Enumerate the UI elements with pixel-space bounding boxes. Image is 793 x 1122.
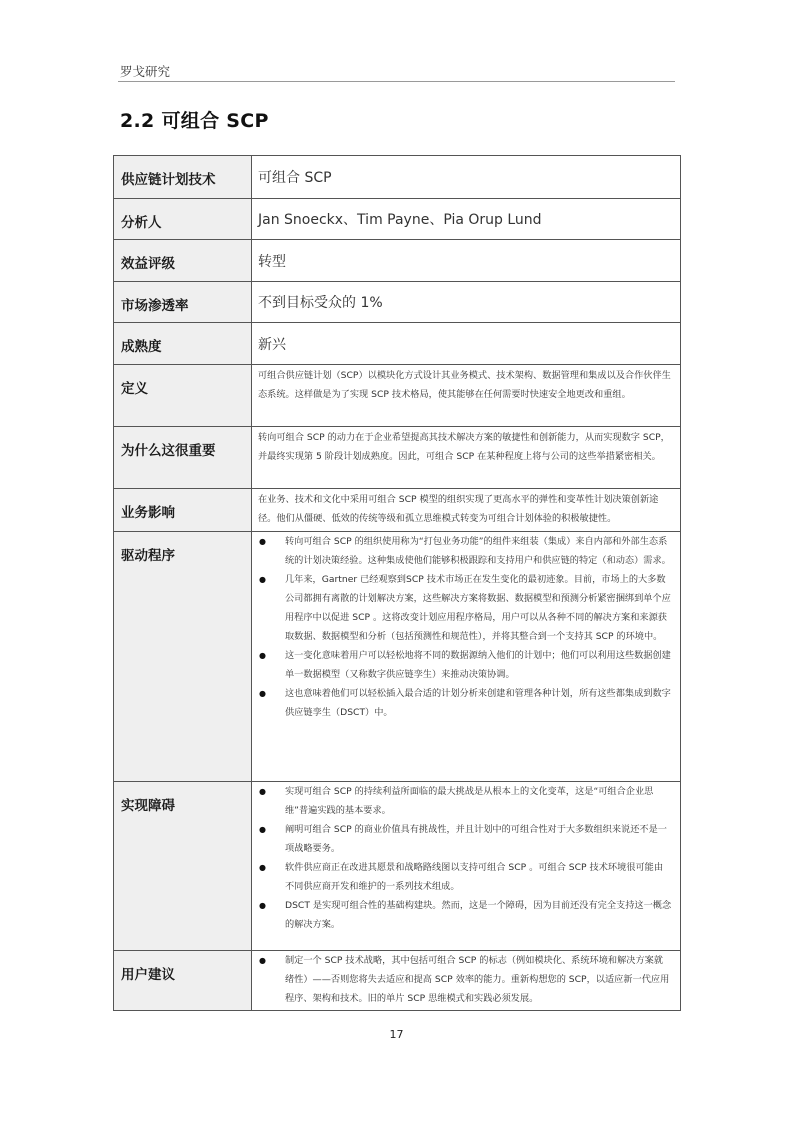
list-item: ● 制定一个 SCP 技术战略，其中包括可组合 SCP 的标志（例如模块化、系统环境和解决方案就绪性）——否则您将失去适应和提高 SCP 效率的能力。重新构想您的 SCP，以适应新一代应用程序、架构和技术。旧的单片 SCP 思维模式和实践必须发展。 [258,951,672,1008]
row-key-definition: 定义 [114,365,252,427]
technology-profile-table [113,155,681,1011]
list-item: ● 软件供应商正在改进其愿景和战略路线图以支持可组合 SCP 。可组合 SCP 技术环境很可能由不同供应商开发和维护的一系列技术组成。 [258,858,672,896]
barriers-list [258,782,672,934]
row-value-market-penetration: 不到目标受众的 1% [252,282,681,323]
list-item: ● 这一变化意味着用户可以轻松地将不同的数据源纳入他们的计划中；他们可以利用这些数据创建单一数据模型（又称数字供应链孪生）来推动决策协调。 [258,646,672,684]
table-row [114,323,681,365]
row-key-drivers: 驱动程序 [114,532,252,782]
table-row [114,532,681,782]
row-key-recommendations: 用户建议 [114,951,252,1011]
list-item: ● 转向可组合 SCP 的组织使用称为“打包业务功能”的组件来组装（集成）来自内部和外部生态系统的计划决策经验。这种集成使他们能够积极跟踪和支持用户和供应链的特定（和动态）需求。 [258,532,672,570]
table-row [114,156,681,199]
section-title: 2.2 可组合 SCP [120,110,269,132]
table-row [114,427,681,489]
row-value-recommendations [252,951,681,1011]
table-row [114,282,681,323]
drivers-list [258,532,672,722]
table-row [114,240,681,282]
table-row [114,782,681,951]
row-key-technology: 供应链计划技术 [114,156,252,199]
row-value-technology: 可组合 SCP [252,156,681,199]
row-value-benefit-rating: 转型 [252,240,681,282]
row-value-why-important: 转向可组合 SCP 的动力在于企业希望提高其技术解决方案的敏捷性和创新能力，从而实现数字 SCP，并最终实现第 5 阶段计划成熟度。因此，可组合 SCP 在某种程度上将与公司的这些举措紧密相关。 [252,427,681,489]
row-value-definition: 可组合供应链计划（SCP）以模块化方式设计其业务模式、技术架构、数据管理和集成以及合作伙伴生态系统。这样做是为了实现 SCP 技术格局，使其能够在任何需要时快速安全地更改和重组。 [252,365,681,427]
table-row [114,489,681,532]
recommendations-list [258,951,672,1008]
row-value-business-impact: 在业务、技术和文化中采用可组合 SCP 模型的组织实现了更高水平的弹性和变革性计划决策创新途径。他们从僵硬、低效的传统等级和孤立思维模式转变为可组合计划体验的积极敏捷性。 [252,489,681,532]
row-value-barriers [252,782,681,951]
row-key-barriers: 实现障碍 [114,782,252,951]
table-row [114,365,681,427]
list-item: ● 实现可组合 SCP 的持续利益所面临的最大挑战是从根本上的文化变革，这是“可组合企业思维”普遍实践的基本要求。 [258,782,672,820]
list-item: ● 这也意味着他们可以轻松插入最合适的计划分析来创建和管理各种计划，所有这些都集成到数字供应链孪生（DSCT）中。 [258,684,672,722]
row-key-analysts: 分析人 [114,199,252,240]
table-row [114,951,681,1011]
table-row [114,199,681,240]
row-value-drivers [252,532,681,782]
running-header: 罗戈研究 [120,64,171,79]
page-number: 17 [389,1028,404,1041]
list-item: ● 几年来，Gartner 已经观察到SCP 技术市场正在发生变化的最初迹象。目前，市场上的大多数公司都拥有离散的计划解决方案，这些解决方案将数据、数据模型和预测分析紧密捆绑到单个应用程序中以促进 SCP 。这将改变计划应用程序格局，用户可以从各种不同的解决方案和来源获取数据、数据模型和分析（包括预测性和规范性），并将其整合到一个支持其 SCP 的环境中。 [258,570,672,646]
row-value-analysts: Jan Snoeckx、Tim Payne、Pia Orup Lund [252,199,681,240]
row-key-why-important: 为什么这很重要 [114,427,252,489]
row-key-market-penetration: 市场渗透率 [114,282,252,323]
row-value-maturity: 新兴 [252,323,681,365]
list-item: ● DSCT 是实现可组合性的基础构建块。然而，这是一个障碍，因为目前还没有完全支持这一概念的解决方案。 [258,896,672,934]
row-key-business-impact: 业务影响 [114,489,252,532]
row-key-benefit-rating: 效益评级 [114,240,252,282]
header-divider [118,81,675,82]
row-key-maturity: 成熟度 [114,323,252,365]
list-item: ● 阐明可组合 SCP 的商业价值具有挑战性，并且计划中的可组合性对于大多数组织来说还不是一项战略要务。 [258,820,672,858]
